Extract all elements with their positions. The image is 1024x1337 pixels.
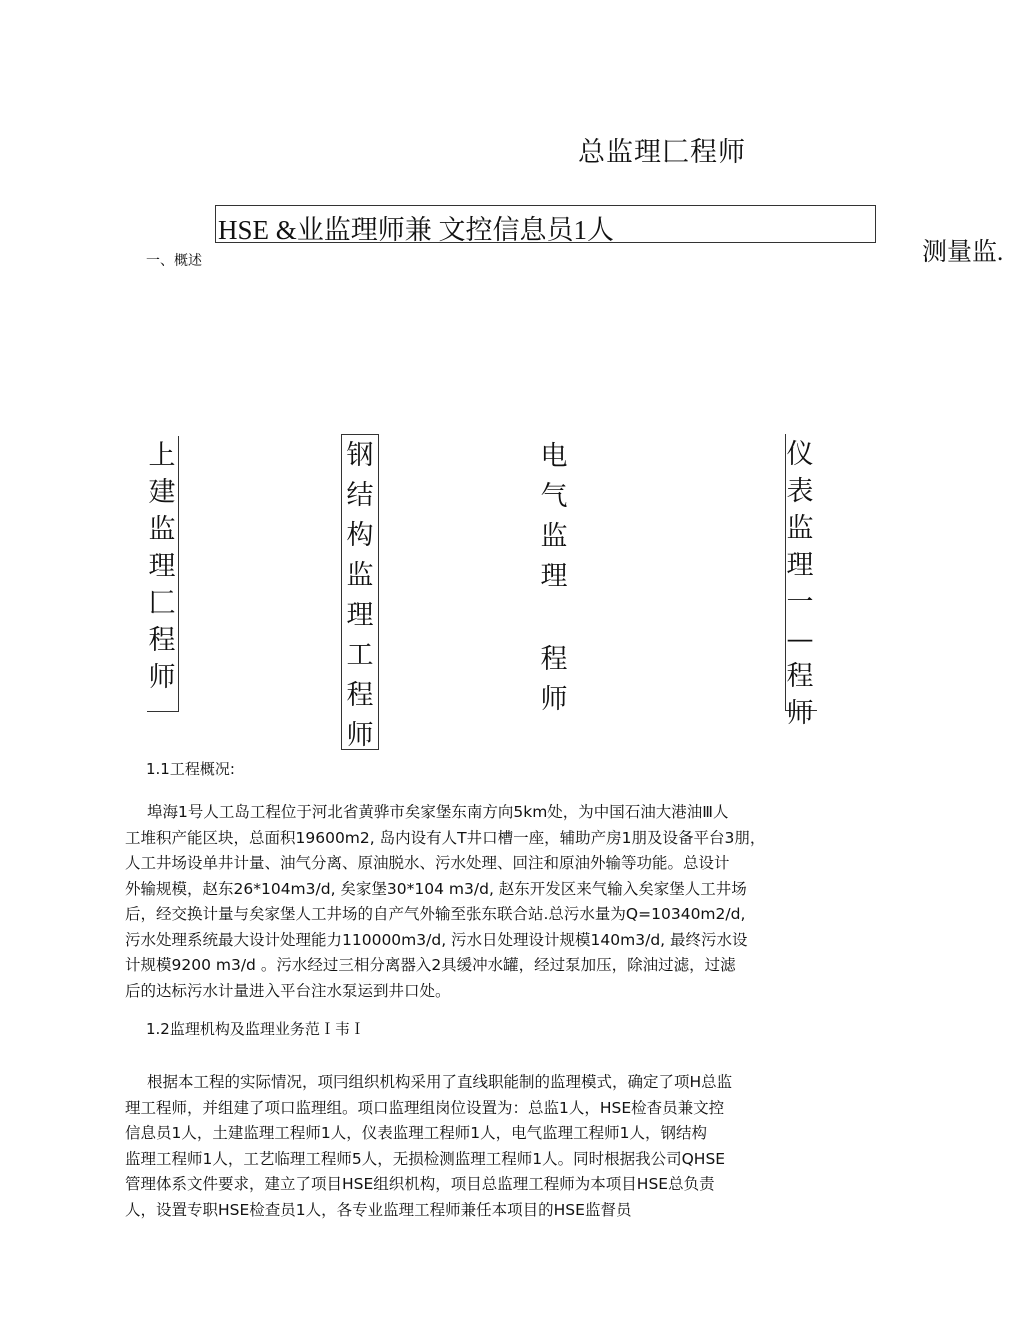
section-1-2-heading: 1.2监理机构及监理业务范Ｉ韦Ｉ (146, 1020, 365, 1038)
survey-engineer-label: 测量监. (922, 239, 1004, 266)
supervision-organization-paragraph: 根据本工程的实际情况，项冃组织机构采用了直线职能制的监理模式，确定了项H总监 理工程师，并组建了项口监理组。项口监理组岗位设置为：总监1人，HSE检杳员兼文控 信息员1人，土建监理工程师1人，仪表监理工程师1人，电气监理工程师1人，钢结构 监理工程师1人，工艺临理工程师5人，无损检测监理工程师1人。同时根据我公司QHSE 管理体系文件要求，建立了项目HSE组织机构，项目总监理工程师为本项目HSE总负责 人，设置专职HSE检查员1人，各专业监理工程师兼任本项目的HSE监督员 (125, 1073, 733, 1219)
section-1-1-heading: 1.1工程概况: (146, 760, 235, 778)
overview-heading: 一、概述 (146, 253, 202, 269)
electrical-engineer-label-suffix: 程 师 (540, 644, 568, 715)
steel-structure-engineer-label: 钢 结 构 监 理 工 程 师 (346, 440, 374, 751)
project-overview-paragraph: 埠海1号人工岛工程位于河北省黄骅市矣家堡东南方向5km处，为中国石油大港油Ⅲ人 工堆积产能区块，总面积19600m2, 岛内设有人T井口槽一座，辅助产房1朋及设备平台3朋， 人工井场设单井计量、油气分离、原油脱水、污水处理、回注和原油外输等功能。总设计 外输规模，赵东26*104m3/d, 矣家堡30*104 m3/d, 赵东开发区来气输入矣家堡人工井场 后，经交换计量与矣家堡人工井场的自产气外输至张东联合站.总污水量为Q=10340m2/d, 污水处理系统最大设计处理能力110000m3/d, 污水日处理设计规模140m3/d, 最终污水设 计规模9200 m3/d 。污水经过三相分离器入2具缓冲水罐，经过泵加压，除油过滤，过滤 后的达标污水计量进入平台注水泵运到井口处。 (125, 803, 766, 1000)
hse-inspector-label: HSE &业监理师兼 文控信息员1人 (218, 215, 615, 245)
civil-engineer-label: 上 建 监 理 匚 程 师 (148, 440, 176, 693)
chief-engineer-title: 总监理匚程师 (578, 137, 746, 168)
electrical-engineer-label: 电 气 监 理 (540, 441, 568, 592)
instrument-engineer-label: 仪 表 监 理 一 — 程 师 (786, 439, 814, 729)
